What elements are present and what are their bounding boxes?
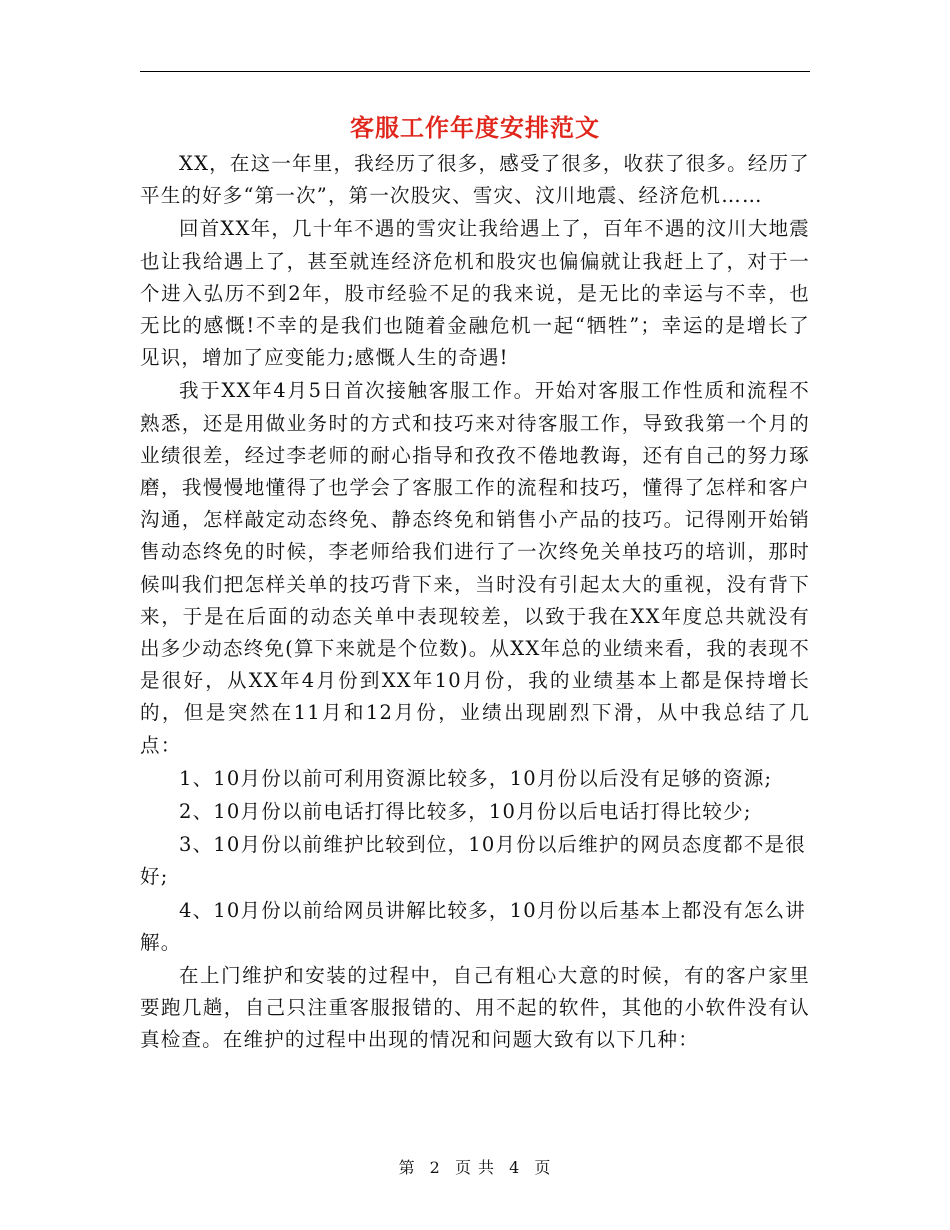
- footer-suffix: 页: [534, 1158, 552, 1177]
- paragraph-intro: XX，在这一年里，我经历了很多，感受了很多，收获了很多。经历了平生的好多“第一次”，第一次股灾、雪灾、汶川地震、经济危机……: [140, 152, 810, 208]
- footer-current-page: 2: [429, 1158, 441, 1177]
- footer-prefix: 第: [398, 1158, 416, 1177]
- list-item-4: 4、10月份以前给网员讲解比较多，10月份以后基本上都没有怎么讲解。: [140, 898, 806, 954]
- paragraph-experience: 我于XX年4月5日首次接触客服工作。开始对客服工作性质和流程不熟悉，还是用做业务时的方式和技巧来对待客服工作，导致我第一个月的业绩很差，经过李老师的耐心指导和孜孜不倦地教诲，还有自己的努力琢磨，我慢慢地懂得了也学会了客服工作的流程和技巧，懂得了怎样和客户沟通，怎样敲定动态终免、静态终免和销售小产品的技巧。记得刚开始销售动态终免的时候，李老师给我们进行了一次终免关单技巧的培训，那时候叫我们把怎样关单的技巧背下来，当时没有引起太大的重视，没有背下来，于是在后面的动态关单中表现较差，以致于我在XX年度总共就没有出多少动态终免(算下来就是个位数)。从XX年总的业绩来看，我的表现不是很好，从XX年4月份到XX年10月份，我的业绩基本上都是保持增长的，但是突然在11月和12月份，业绩出现剧烈下滑，从中我总结了几点：: [140, 379, 810, 757]
- list-item-2: 2、10月份以前电话打得比较多，10月份以后电话打得比较少;: [179, 800, 752, 824]
- document-body: [140, 148, 810, 1057]
- list-item-3: 3、10月份以前维护比较到位，10月份以后维护的网员态度都不是很好;: [140, 833, 806, 889]
- header-rule: [140, 71, 810, 72]
- footer-middle: 页 共: [454, 1158, 496, 1177]
- list-item-1: 1、10月份以前可利用资源比较多，10月份以后没有足够的资源;: [179, 766, 773, 790]
- footer-total-pages: 4: [509, 1158, 521, 1177]
- page-number-footer: [0, 1155, 950, 1178]
- document-title: 客服工作年度安排范文: [350, 113, 600, 142]
- paragraph-review: 回首XX年，几十年不遇的雪灾让我给遇上了，百年不遇的汶川大地震也让我给遇上了，甚至就连经济危机和股灾也偏偏就让我赶上了，对于一个进入弘历不到2年，股市经验不足的我来说，是无比的幸运与不幸，也无比的感慨!不幸的是我们也随着金融危机一起“牺牲”；幸运的是增长了见识，增加了应变能力;感慨人生的奇遇!: [140, 217, 810, 370]
- paragraph-maintenance: 在上门维护和安装的过程中，自己有粗心大意的时候，有的客户家里要跑几趟，自己只注重客服报错的、用不起的软件，其他的小软件没有认真检查。在维护的过程中出现的情况和问题大致有以下几种：: [140, 964, 810, 1052]
